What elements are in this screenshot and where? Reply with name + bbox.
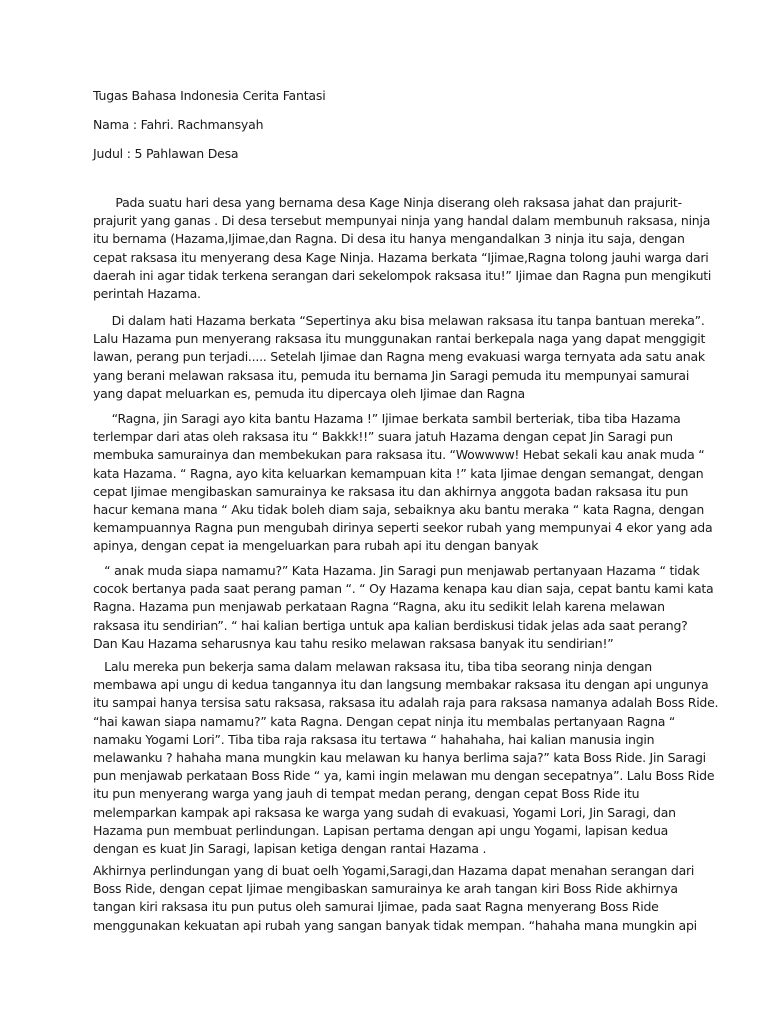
paragraph-line: cepat Ijimae mengibaskan samurainya ke raksasa itu dan akhirnya anggota badan raksasa itu pun [93, 483, 689, 499]
paragraph-line: Di dalam hati Hazama berkata “Sepertinya aku bisa melawan raksasa itu tanpa bantuan mereka”. [93, 313, 705, 328]
paragraph-line: “Ragna, jin Saragi ayo kita bantu Hazama !” Ijimae berkata sambil berteriak, tiba tiba Hazama [93, 411, 681, 426]
story-paragraph-4 [93, 562, 714, 653]
paragraph-line: membuka samurainya dan membekukan para raksasa itu. “Wowwww! Hebat sekali kau anak muda “ [93, 447, 705, 463]
paragraph-line: yang berani melawan raksasa itu, pemuda itu bernama Jin Saragi pemuda itu mempunyai samurai [93, 367, 690, 383]
paragraph-line: itu pun menyerang warga yang jauh di tempat medan perang, dengan cepat Boss Ride itu [93, 786, 640, 802]
paragraph-line: yang dapat meluarkan es, pemuda itu dipercaya oleh Ijimae dan Ragna [93, 385, 525, 401]
story-paragraph-1 [93, 194, 712, 303]
paragraph-line: melemparkan kampak api raksasa ke warga yang sudah di evakuasi, Yogami Lori, Jin Saragi, dan [93, 804, 676, 820]
paragraph-line: namaku Yogami Lori”. Tiba tiba raja raksasa itu tertawa “ hahahaha, hai kalian manusia ingin [93, 731, 655, 747]
paragraph-line: pun menjawab perkataan Boss Ride “ ya, kami ingin melawan mu dengan secepatnya”. Lalu Boss Ride [93, 768, 715, 784]
paragraph-line: menggunakan kekuatan api rubah yang sangan banyak tidak mempan. “hahaha mana mungkin api [93, 917, 697, 933]
paragraph-line: daerah ini agar tidak terkena serangan dari sekelompok raksasa itu!” Ijimae dan Ragna pun mengikuti [93, 267, 712, 283]
paragraph-line: Lalu Hazama pun menyerang raksasa itu munggunakan rantai berkepala naga yang dapat menggigit [93, 331, 706, 347]
paragraph-line: Akhirnya perlindungan yang di buat oelh Yogami,Saragi,dan Hazama dapat menahan serangan dari [93, 863, 695, 878]
paragraph-line: dengan es kuat Jin Saragi, lapisan ketiga dengan rantai Hazama . [93, 841, 487, 857]
paragraph-line: Pada suatu hari desa yang bernama desa Kage Ninja diserang oleh raksasa jahat dan prajurit- [93, 195, 682, 210]
paragraph-line: Ragna. Hazama pun menjawab perkataan Ragna “Ragna, aku itu sedikit lelah karena melawan [93, 599, 665, 615]
paragraph-line: “ anak muda siapa namamu?” Kata Hazama. Jin Saragi pun menjawab pertanyaan Hazama “ tidak [93, 563, 700, 578]
paragraph-line: raksasa itu sendirian”. “ hai kalian bertiga untuk apa kalian berdiskusi tidak jelas ada saat perang? [93, 617, 688, 633]
paragraph-line: perintah Hazama. [93, 286, 201, 302]
story-paragraph-5 [93, 658, 719, 858]
paragraph-line: melawanku ? hahaha mana mungkin kau melawan ku hanya berlima saja?” kata Boss Ride. Jin Saragi [93, 750, 706, 766]
assignment-title: Tugas Bahasa Indonesia Cerita Fantasi [93, 88, 326, 103]
paragraph-line: membawa api ungu di kedua tangannya itu dan langsung membakar raksasa itu dengan api ungunya [93, 677, 709, 693]
paragraph-line: lawan, perang pun terjadi..... Setelah Ijimae dan Ragna meng evakuasi warga ternyata ada satu anak [93, 349, 705, 365]
paragraph-line: tangan kiri raksasa itu pun putus oleh samurai Ijimae, pada saat Ragna menyerang Boss Ride [93, 899, 659, 915]
paragraph-line: apinya, dengan cepat ia mengeluarkan para rubah api itu dengan banyak [93, 538, 539, 554]
story-paragraph-3 [93, 410, 713, 556]
paragraph-line: kemampuannya Ragna pun mengubah dirinya seperti seekor rubah yang mempunyai 4 ekor yang ada [93, 520, 713, 536]
story-paragraph-2 [93, 312, 706, 403]
paragraph-line: terlempar dari atas oleh raksasa itu “ Bakkk!!” suara jatuh Hazama dengan cepat Jin Saragi pun [93, 429, 673, 445]
paragraph-line: itu bernama (Hazama,Ijimae,dan Ragna. Di desa itu hanya mengandalkan 3 ninja itu saja, dengan [93, 231, 685, 247]
paragraph-line: hacur kemana mana “ Aku tidak boleh diam saja, sebaiknya aku bantu meraka “ kata Ragna, dengan [93, 502, 705, 518]
paragraph-line: cepat raksasa itu menyerang desa Kage Ninja. Hazama berkata “Ijimae,Ragna tolong jauhi warga dari [93, 249, 709, 265]
paragraph-line: “hai kawan siapa namamu?” kata Ragna. Dengan cepat ninja itu membalas pertanyaan Ragna “ [93, 713, 676, 729]
paragraph-line: kata Hazama. “ Ragna, ayo kita keluarkan kemampuan kita !” kata Ijimae dengan semangat, dengan [93, 465, 704, 481]
paragraph-line: prajurit yang ganas . Di desa tersebut mempunyai ninja yang handal dalam membunuh raksasa, ninja [93, 213, 711, 229]
paragraph-line: Dan Kau Hazama seharusnya kau tahu resiko melawan raksasa banyak itu sendirian!” [93, 635, 614, 651]
paragraph-line: Boss Ride, dengan cepat Ijimae mengibaskan samurainya ke arah tangan kiri Boss Ride akhirnya [93, 881, 678, 897]
student-name: Nama : Fahri. Rachmansyah [93, 117, 264, 132]
paragraph-line: Hazama pun membuat perlindungan. Lapisan pertama dengan api ungu Yogami, lapisan kedua [93, 822, 669, 838]
paragraph-line: cocok bertanya pada saat perang paman “. “ Oy Hazama kenapa kau dian saja, cepat bantu kami kata [93, 581, 714, 597]
paragraph-line: Lalu mereka pun bekerja sama dalam melawan raksasa itu, tiba tiba seorang ninja dengan [93, 659, 652, 674]
paragraph-line: itu sampai hanya tersisa satu raksasa, raksasa itu adalah raja para raksasa namanya adalah Boss Ride. [93, 695, 719, 711]
story-title: Judul : 5 Pahlawan Desa [93, 146, 239, 161]
story-paragraph-6 [93, 862, 697, 935]
